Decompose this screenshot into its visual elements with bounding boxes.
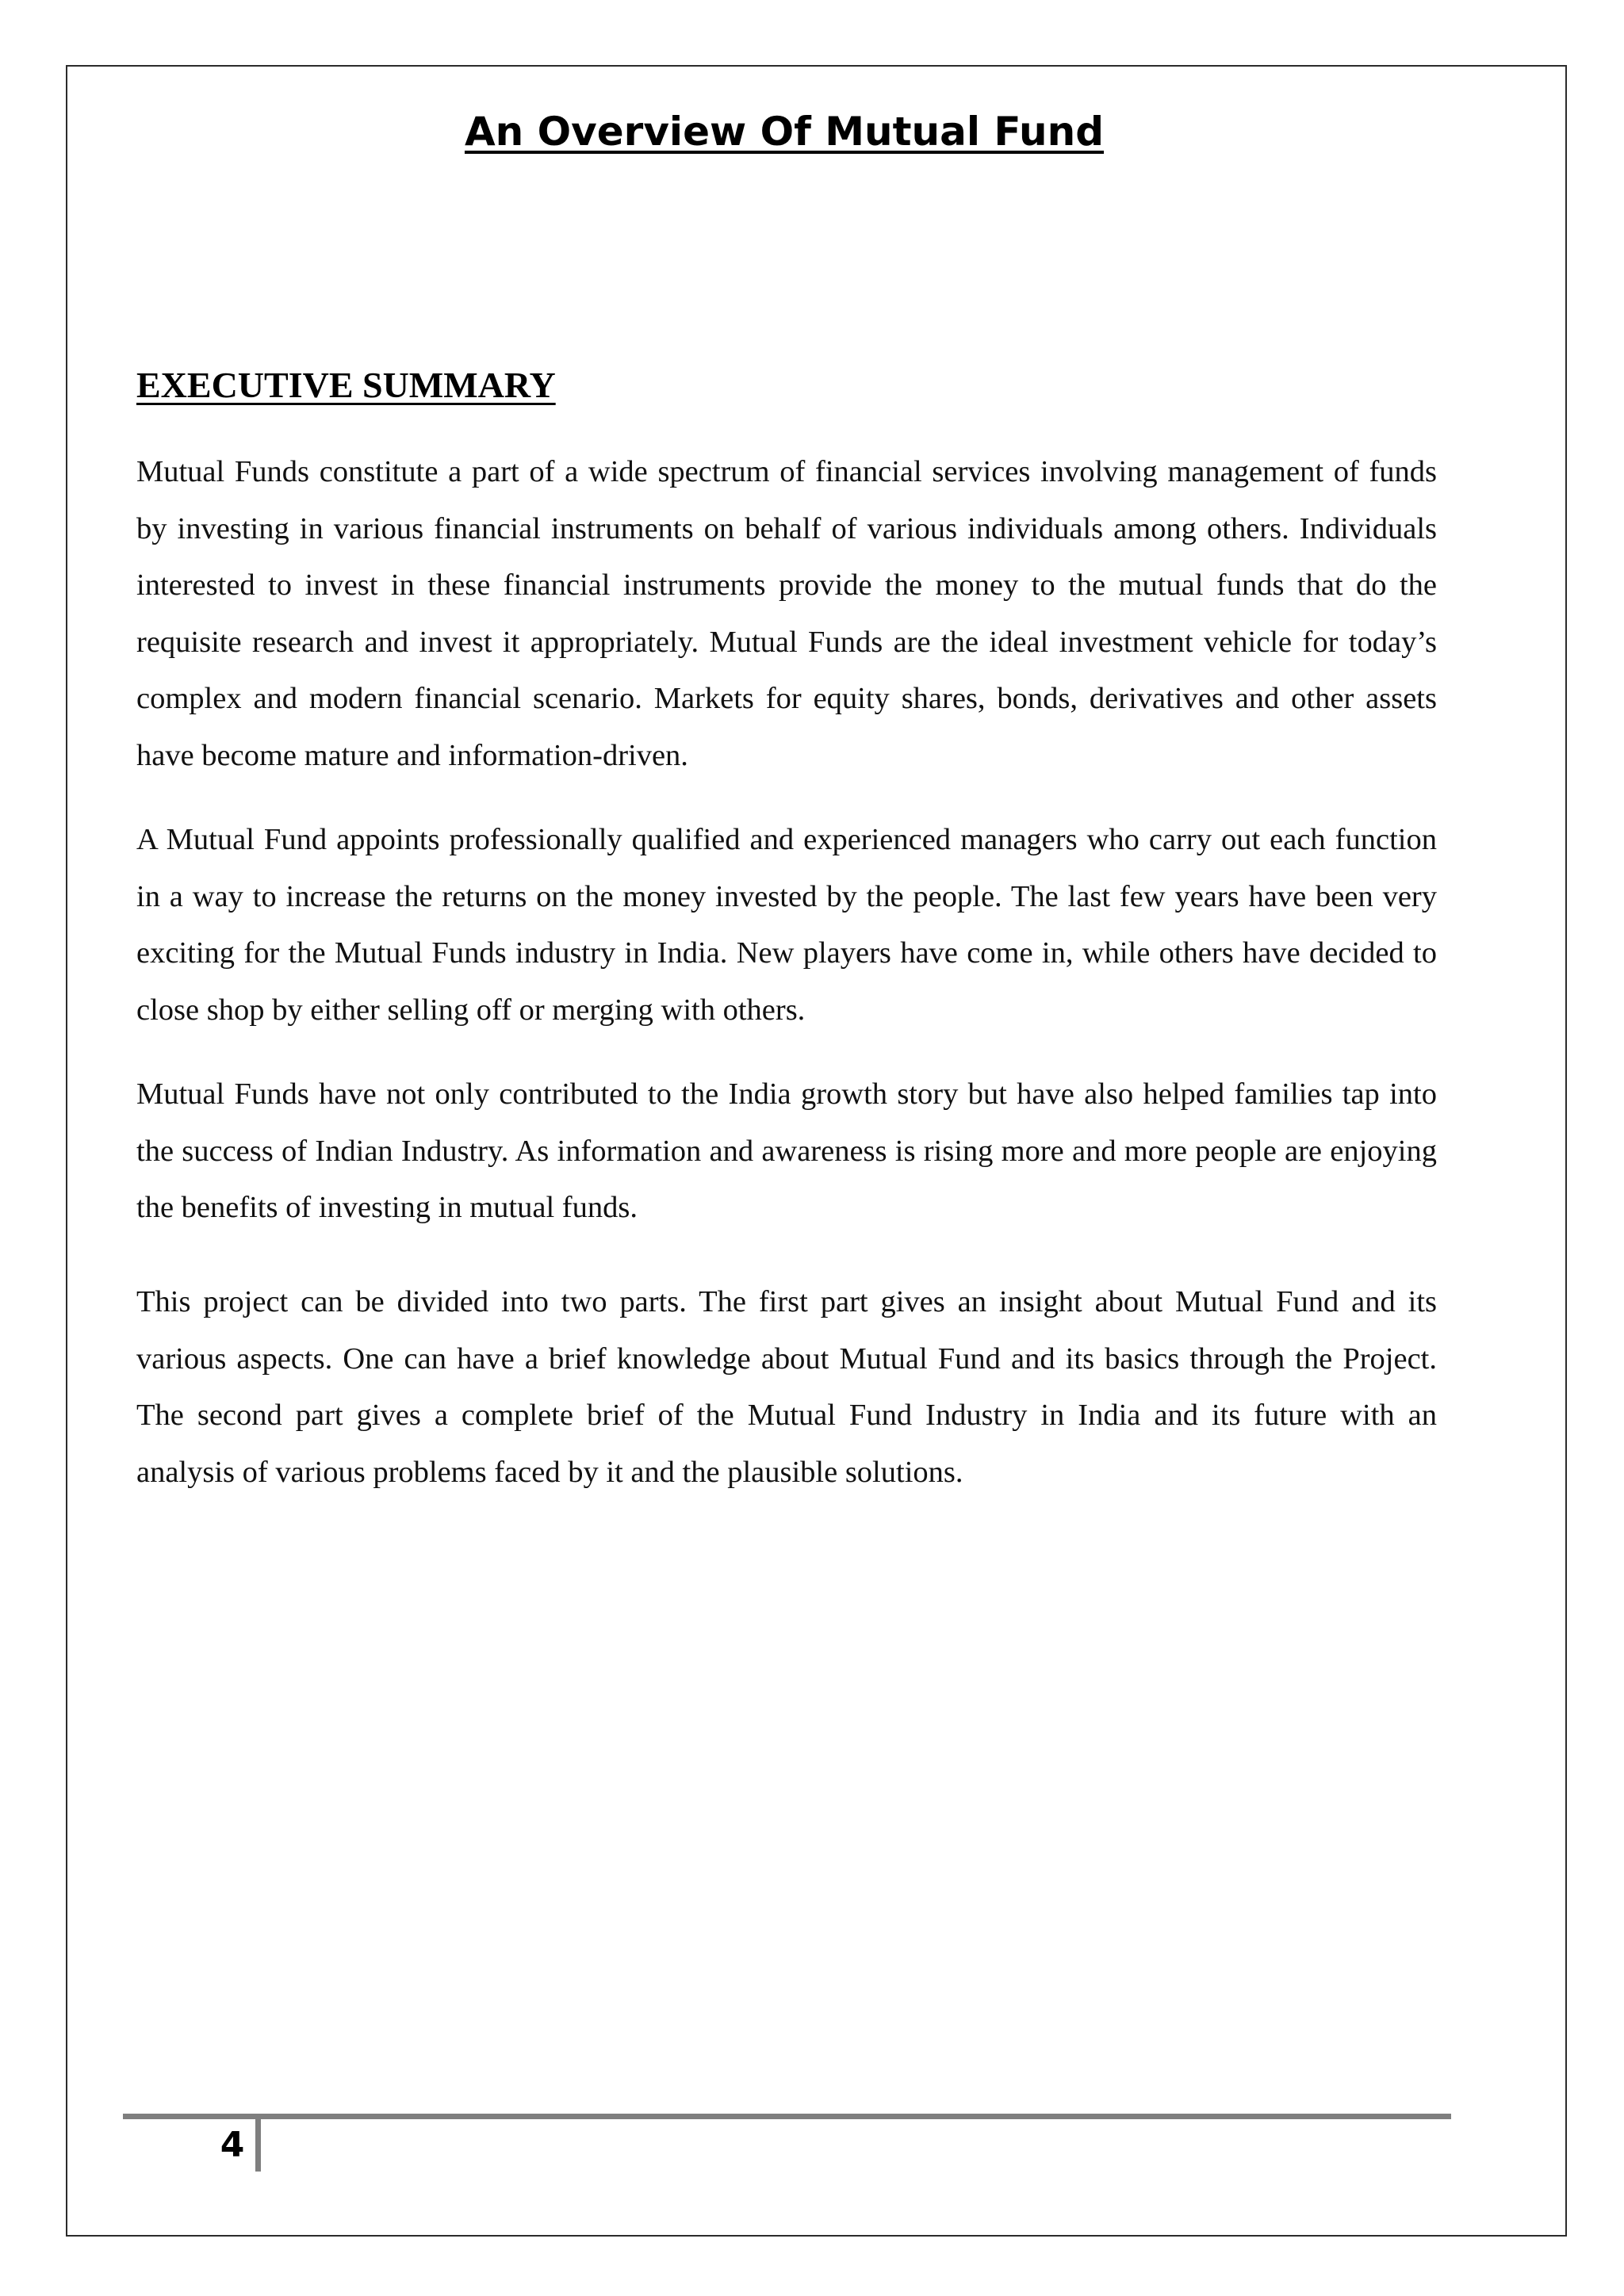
paragraph: This project can be divided into two parts. The first part gives an insight about Mutual Fund and its various aspects. One can have a brief knowledge about Mutual Fund and its basics through the Project. The second part gives a complete brief of the Mutual Fund Industry in India and its future with an analysis of various problems faced by it and the plausible solutions. bbox=[136, 1285, 1437, 1489]
page-title-text: An Overview Of Mutual Fund bbox=[464, 109, 1105, 155]
page-number: 4 bbox=[220, 2125, 245, 2165]
paragraph: Mutual Funds have not only contributed to the India growth story but have also helped families tap into the success of Indian Industry. As information and awareness is rising more and more people are enjoying the benefits of investing in mutual funds. bbox=[136, 1077, 1437, 1224]
paragraph: A Mutual Fund appoints professionally qualified and experienced managers who carry out each function in a way to increase the returns on the money invested by the people. The last few years have been very exciting for the Mutual Funds industry in India. New players have come in, while others have decided to close shop by either selling off or merging with others. bbox=[136, 823, 1437, 1027]
page-title bbox=[0, 101, 1568, 162]
footer-divider bbox=[255, 2119, 261, 2172]
paragraph: Mutual Funds constitute a part of a wide spectrum of financial services involving management of funds by investing in various financial instruments on behalf of various individuals among others. Individuals interested to invest in these financial instruments provide the money to the mutual funds that do the requisite research and invest it appropriately. Mutual Funds are the ideal investment vehicle for today’s complex and modern financial scenario. Markets for equity shares, bonds, derivatives and other assets have become mature and information-driven. bbox=[136, 455, 1437, 772]
footer-rule bbox=[123, 2114, 1451, 2119]
section-heading: EXECUTIVE SUMMARY bbox=[136, 365, 556, 405]
